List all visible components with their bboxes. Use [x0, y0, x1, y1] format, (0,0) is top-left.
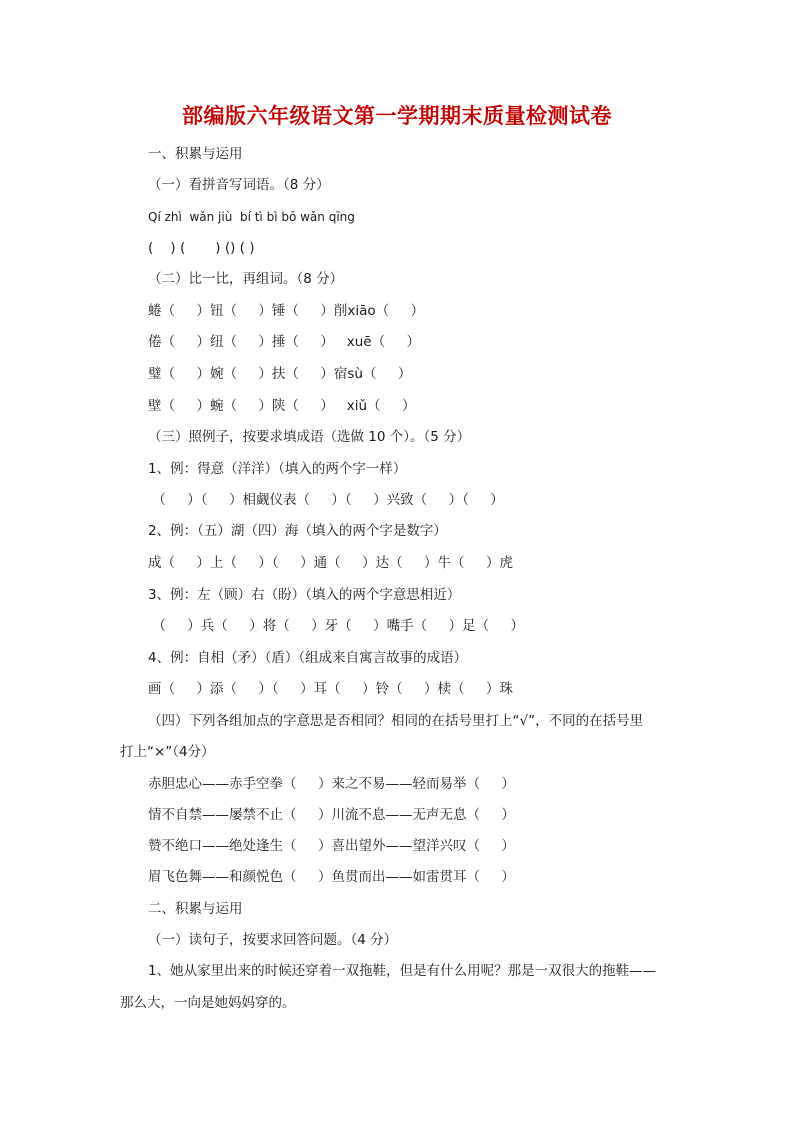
- exercise-line: 成（ ）上（ ）（ ）通（ ）达（ ）牛（ ）虎: [148, 555, 513, 571]
- exercise-line: 画（ ）添（ ）（ ）耳（ ）铃（ ）椟（ ）珠: [148, 681, 513, 697]
- question-heading: （三）照例子，按要求填成语（选做 10 个）。（5 分）: [148, 429, 471, 445]
- example-line: 3、例：左（顾）右（盼）（填入的两个字意思相近）: [148, 587, 461, 603]
- exercise-line: 璧（ ）婉（ ）扶（ ）宿sù（ ）: [148, 366, 412, 382]
- question-heading: （一）看拼音写词语。（8 分）: [148, 177, 330, 193]
- exercise-line: （ ）（ ）相觑仪表（ ）（ ）兴致（ ）（ ）: [148, 492, 504, 508]
- exercise-line: 眉飞色舞——和颜悦色（ ）鱼贯而出——如雷贯耳（ ）: [148, 869, 515, 885]
- pinyin-line: Qí zhì wǎn jiù bí tì bì bō wǎn qīng: [148, 210, 355, 224]
- question-heading: （一）读句子，按要求回答问题。（4 分）: [148, 932, 398, 948]
- exercise-line: 倦（ ）纽（ ）捶（ ） xuē（ ）: [148, 334, 421, 350]
- question-heading: （四）下列各组加点的字意思是否相同？相同的在括号里打上“√”，不同的在括号里: [148, 713, 644, 729]
- exercise-line: （ ）兵（ ）将（ ）牙（ ）嘴手（ ）足（ ）: [148, 618, 525, 634]
- exercise-line: 赞不绝口——绝处逢生（ ）喜出望外——望洋兴叹（ ）: [148, 838, 515, 854]
- section-heading: 一、积累与运用: [148, 146, 243, 162]
- exercise-line: 赤胆忠心——赤手空拳（ ）来之不易——轻而易举（ ）: [148, 776, 515, 792]
- exercise-line: 壁（ ）蜿（ ）陕（ ） xiǔ（ ）: [148, 398, 416, 414]
- question-heading: （二）比一比，再组词。（8 分）: [148, 271, 344, 287]
- example-line: 2、例：（五）湖（四）海（填入的两个字是数字）: [148, 523, 447, 539]
- reading-passage-cont: 那么大，一向是她妈妈穿的。: [120, 995, 296, 1011]
- exercise-line: 情不自禁——屡禁不止（ ）川流不息——无声无息（ ）: [148, 807, 515, 823]
- reading-passage: 1、她从家里出来的时候还穿着一双拖鞋，但是有什么用呢？那是一双很大的拖鞋——: [148, 963, 657, 979]
- example-line: 1、例：得意（洋洋）（填入的两个字一样）: [148, 461, 407, 477]
- section-heading: 二、积累与运用: [148, 901, 243, 917]
- page-title: 部编版六年级语文第一学期期末质量检测试卷: [182, 104, 612, 128]
- exercise-line: 蜷（ ）钮（ ）锤（ ）削xiāo（ ）: [148, 303, 425, 319]
- example-line: 4、例：自相（矛）（盾）（组成来自寓言故事的成语）: [148, 650, 468, 666]
- answer-blanks: ( ) ( ) () ( ): [148, 240, 255, 256]
- question-heading-cont: 打上“×”（4分）: [120, 744, 215, 760]
